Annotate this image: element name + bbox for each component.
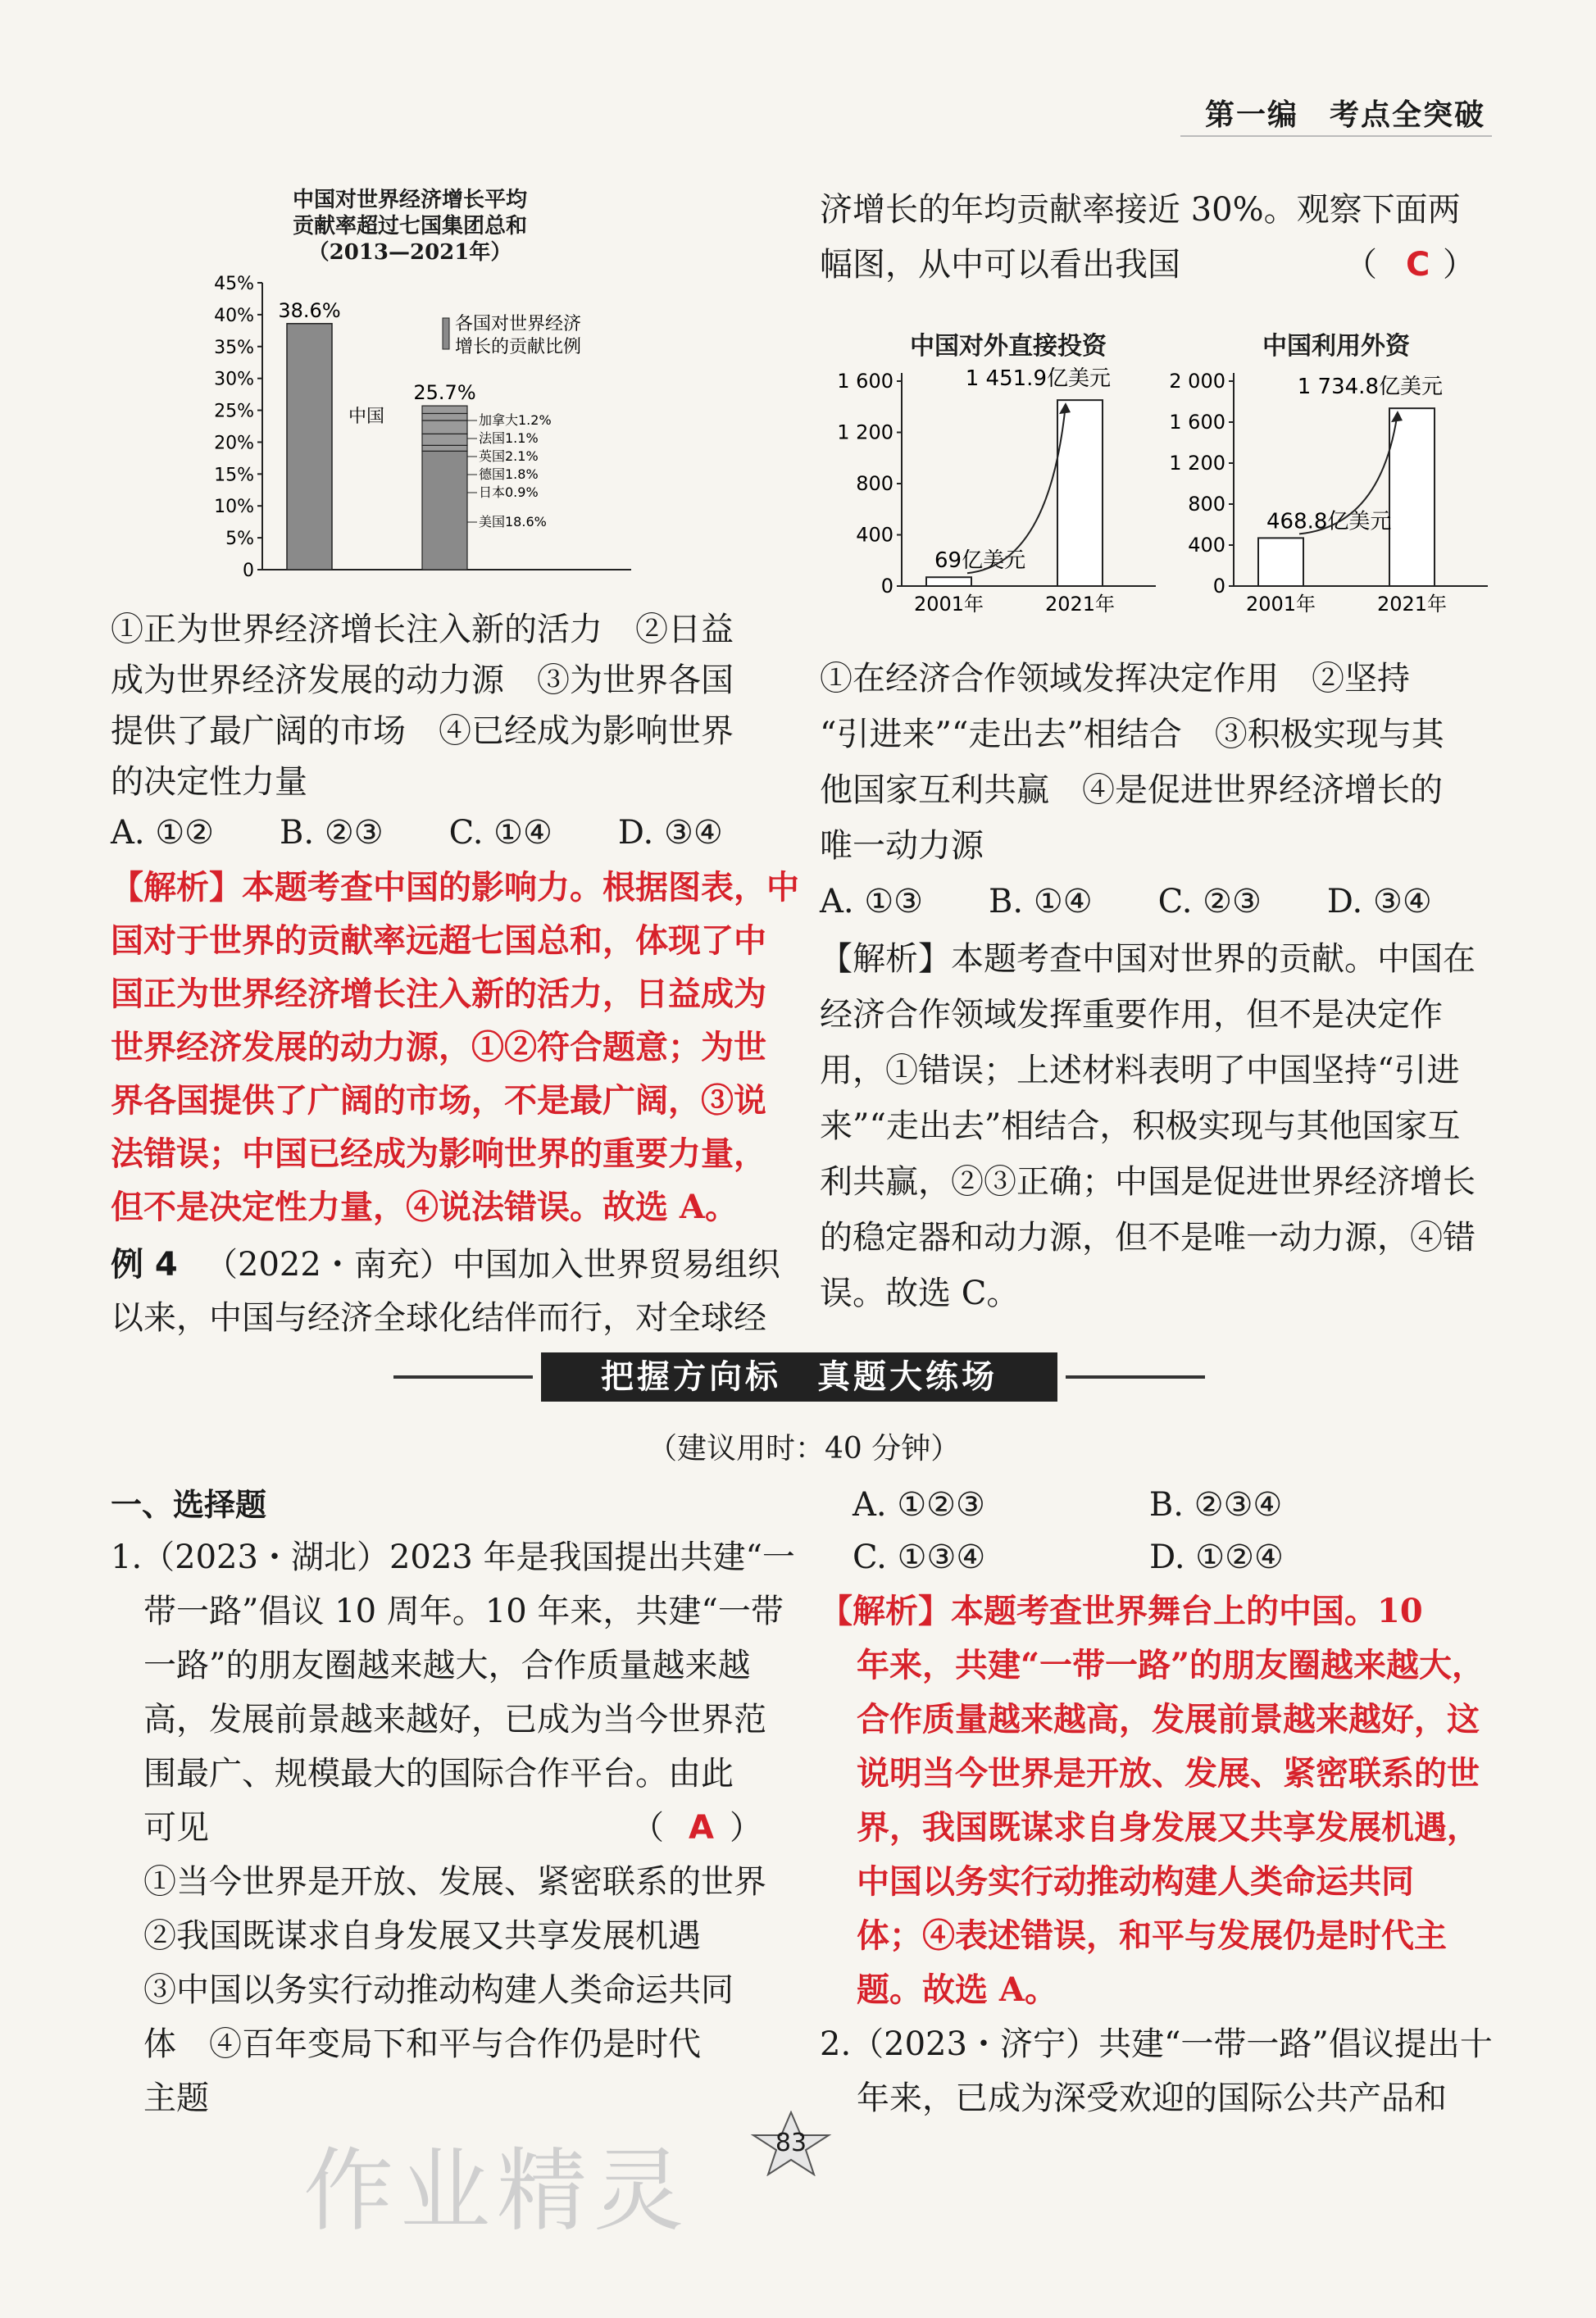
- chart1-legend-text: 各国对世界经济: [455, 314, 582, 334]
- chart1-svg: [205, 238, 664, 598]
- chart2-y-tick-label: 400: [856, 523, 893, 547]
- chart3-bar: [1389, 408, 1435, 586]
- q3-analysis-line: 国对于世界的贡献率远超七国总和，体现了中: [111, 921, 766, 960]
- chart1-value-g7: 25.7%: [413, 381, 476, 405]
- section-type: 一、选择题: [111, 1487, 267, 1523]
- chart2-label-2001: 69亿美元: [934, 548, 1026, 574]
- q1-option-line: ②我国既谋求自身发展又共享发展机遇: [143, 1917, 701, 1955]
- chart3-bar: [1258, 538, 1303, 586]
- q1-analysis-line: 题。故选 A。: [857, 1970, 1057, 2009]
- chart2-y-tick-label: 0: [880, 575, 893, 598]
- q1-analysis-line: 说明当今世界是开放、发展、紧密联系的世: [857, 1754, 1480, 1793]
- q3-option-line: 成为世界经济发展的动力源 ③为世界各国: [111, 661, 734, 699]
- banner-rule-right: [1066, 1375, 1205, 1379]
- chart3-y-tick-label: 1 600: [1169, 411, 1225, 434]
- chart1-y-tick-label: 45%: [214, 274, 254, 294]
- ex4-stem-line: 以来，中国与经济全球化结伴而行，对全球经: [111, 1299, 766, 1337]
- q2-stem-line: 2.（2023・济宁）共建“一带一路”倡议提出十: [820, 2025, 1493, 2063]
- q3-analysis-line: 世界经济发展的动力源，①②符合题意；为世: [111, 1028, 766, 1066]
- chart1-bar-g7-segment: [422, 406, 467, 413]
- q1-analysis-line: 【解析】本题考查世界舞台上的中国。10: [820, 1592, 1423, 1630]
- chart1-g7-label: 德国1.8%: [479, 466, 539, 482]
- q3-analysis-line: 国正为世界经济增长注入新的活力，日益成为: [111, 975, 766, 1013]
- q1-analysis-line: 年来，共建“一带一路”的朋友圈越来越大，: [857, 1646, 1485, 1684]
- chart2-x-label: 2001年: [913, 593, 984, 616]
- ex4-analysis-line: 的稳定器和动力源，但不是唯一动力源，④错: [820, 1219, 1476, 1257]
- ex4-choices: A. ①③ B. ①④ C. ②③ D. ③④: [820, 883, 1432, 920]
- chart3-y-tick-label: 400: [1188, 534, 1225, 557]
- section-banner-title: 把握方向标 真题大练场: [541, 1352, 1057, 1402]
- ex4-analysis-line: 经济合作领域发挥重要作用，但不是决定作: [820, 996, 1443, 1034]
- chart3-x-label: 2001年: [1245, 593, 1316, 616]
- q1-stem-line: 带一路”倡议 10 周年。10 年来，共建“一带: [143, 1593, 784, 1630]
- q3-analysis-line: 界各国提供了广阔的市场，不是最广阔，③说: [111, 1081, 766, 1120]
- chart1-title-line1: 中国对世界经济增长平均: [292, 188, 527, 212]
- q3-analysis-line: 【解析】本题考查中国的影响力。根据图表，中: [111, 868, 799, 907]
- banner-rule-left: [393, 1375, 533, 1379]
- running-header: 第一编 考点全突破: [1205, 98, 1486, 132]
- chart1-y-tick-label: 35%: [214, 337, 254, 358]
- chart1-y-tick-label: 0: [243, 561, 254, 581]
- chart2-y-tick-label: 800: [856, 472, 893, 495]
- chart2-svg: [820, 361, 1164, 631]
- q3-analysis-line: 但不是决定性力量，④说法错误。故选 A。: [111, 1188, 738, 1226]
- q3-option-line: 提供了最广阔的市场 ④已经成为影响世界: [111, 712, 734, 750]
- chart1-y-tick-label: 10%: [214, 497, 254, 518]
- q1-answer-paren-right: ）: [730, 1809, 762, 1847]
- chart3-title: 中国利用外资: [1262, 332, 1410, 361]
- q1-stem-line: 高，发展前景越来越好，已成为当今世界范: [143, 1701, 766, 1738]
- chart2-y-tick-label: 1 200: [837, 420, 893, 444]
- q1-option-line: 主题: [143, 2079, 209, 2117]
- chart1-y-tick-label: 25%: [214, 401, 254, 422]
- chart1-bar-g7-segment: [422, 445, 467, 451]
- chart1-legend-swatch: [443, 318, 449, 349]
- ex4-analysis-line: 利共赢，②③正确；中国是促进世界经济增长: [820, 1163, 1476, 1201]
- chart3-y-tick-label: 0: [1212, 575, 1225, 598]
- ex4-stem-line: 济增长的年均贡献率接近 30%。观察下面两: [820, 191, 1461, 229]
- chart1-y-tick-label: 15%: [214, 465, 254, 486]
- ex4-option-line: 唯一动力源: [820, 827, 984, 865]
- chart1-g7-label: 英国2.1%: [479, 448, 539, 464]
- q1-option-line: ①当今世界是开放、发展、紧密联系的世界: [143, 1863, 766, 1901]
- chart3-svg: [1152, 361, 1512, 631]
- ex4-option-line: ①在经济合作领域发挥决定作用 ②坚持: [820, 660, 1410, 698]
- chart1-g7-label: 法国1.1%: [479, 430, 539, 446]
- q1-analysis-line: 界，我国既谋求自身发展又共享发展机遇，: [857, 1808, 1480, 1847]
- q1-choices-row1: A. ①②③ B. ②③④: [853, 1486, 1283, 1524]
- q1-analysis-line: 合作质量越来越高，发展前景越来越好，这: [857, 1700, 1480, 1738]
- q1-stem-line: 围最广、规模最大的国际合作平台。由此: [143, 1755, 734, 1793]
- chart3-y-tick-label: 800: [1188, 493, 1225, 516]
- chart1-y-tick-label: 40%: [214, 305, 254, 326]
- q1-analysis-line: 体；④表述错误，和平与发展仍是时代主: [857, 1916, 1447, 1955]
- chart1-bar-label-china: 中国: [348, 407, 385, 427]
- chart2-title: 中国对外直接投资: [910, 332, 1107, 361]
- page-number: 83: [775, 2129, 807, 2157]
- header-rule: [1180, 135, 1492, 137]
- section-banner: [393, 1352, 1205, 1402]
- chart3-y-tick-label: 2 000: [1169, 370, 1225, 393]
- chart3-y-tick-label: 1 200: [1169, 452, 1225, 475]
- chart1-y-tick-label: 20%: [214, 433, 254, 454]
- q1-stem-line: 1.（2023・湖北）2023 年是我国提出共建“一: [111, 1539, 795, 1576]
- q1-option-line: ③中国以务实行动推动构建人类命运共同: [143, 1971, 734, 2009]
- chart1-y-tick-label: 30%: [214, 369, 254, 390]
- chart3-label-2021: 1 734.8亿美元: [1297, 375, 1443, 400]
- q2-stem-line: 年来，已成为深受欢迎的国际公共产品和: [857, 2079, 1447, 2117]
- q3-option-line: 的决定性力量: [111, 763, 307, 801]
- chart1-bar-g7-segment: [422, 420, 467, 434]
- chart1-bar-g7-segment: [422, 434, 467, 445]
- q1-answer: A: [689, 1809, 714, 1847]
- suggested-time: （建议用时：40 分钟）: [648, 1432, 961, 1466]
- chart1-bar-g7-segment: [422, 451, 467, 570]
- chart3-x-label: 2021年: [1376, 593, 1448, 616]
- chart2-y-tick-label: 1 600: [837, 370, 893, 393]
- ex4-answer-paren-right: ）: [1443, 246, 1476, 284]
- q3-analysis-line: 法错误；中国已经成为影响世界的重要力量，: [111, 1134, 766, 1173]
- chart2-label-2021: 1 451.9亿美元: [965, 366, 1111, 392]
- example-4-label: 例 4: [111, 1246, 178, 1284]
- ex4-option-line: 他国家互利共赢 ④是促进世界经济增长的: [820, 771, 1443, 809]
- watermark: 作业精灵: [303, 2138, 690, 2243]
- chart2-bar: [926, 577, 971, 586]
- q1-answer-paren-left: （: [631, 1809, 664, 1847]
- ex4-analysis-line: 用，①错误；上述材料表明了中国坚持“引进: [820, 1052, 1460, 1089]
- chart1-legend-text: 增长的贡献比例: [455, 337, 582, 357]
- ex4-analysis-line: 误。故选 C。: [820, 1275, 1020, 1312]
- q1-option-line: 体 ④百年变局下和平与合作仍是时代: [143, 2025, 701, 2063]
- ex4-analysis-line: 【解析】本题考查中国对世界的贡献。中国在: [820, 940, 1476, 978]
- chart1-bar-china: [287, 324, 332, 570]
- chart1-g7-label: 美国18.6%: [479, 514, 547, 530]
- q1-choices-row2: C. ①③④ D. ①②④: [853, 1539, 1284, 1576]
- chart1-value-china: 38.6%: [278, 298, 341, 322]
- chart1-title-line3: （2013—2021年）: [307, 240, 512, 265]
- chart1-g7-label: 加拿大1.2%: [479, 412, 552, 428]
- chart2-x-label: 2021年: [1044, 593, 1116, 616]
- ex4-option-line: “引进来”“走出去”相结合 ③积极实现与其: [820, 716, 1444, 753]
- chart1-g7-label: 日本0.9%: [479, 484, 539, 500]
- q3-option-line: ①正为世界经济增长注入新的活力 ②日益: [111, 611, 734, 648]
- ex4-analysis-line: 来”“走出去”相结合，积极实现与其他国家互: [820, 1107, 1461, 1145]
- q3-choices: A. ①② B. ②③ C. ①④ D. ③④: [111, 814, 723, 852]
- ex4-stem-line: （2022・南充）中国加入世界贸易组织: [205, 1246, 780, 1284]
- q1-analysis-line: 中国以务实行动推动构建人类命运共同: [857, 1862, 1414, 1901]
- chart1-title-line2: 贡献率超过七国集团总和: [292, 214, 527, 239]
- ex4-answer-paren-left: （: [1344, 246, 1377, 284]
- chart3-label-2001: 468.8亿美元: [1266, 509, 1392, 534]
- ex4-stem-line: 幅图，从中可以看出我国: [820, 246, 1180, 284]
- q1-stem-line: 一路”的朋友圈越来越大，合作质量越来越: [143, 1647, 751, 1684]
- chart1-bar-g7-segment: [422, 413, 467, 420]
- chart1-y-tick-label: 5%: [225, 529, 254, 550]
- chart2-bar: [1057, 400, 1103, 586]
- q1-stem-line: 可见: [143, 1809, 209, 1847]
- ex4-answer: C: [1406, 246, 1430, 284]
